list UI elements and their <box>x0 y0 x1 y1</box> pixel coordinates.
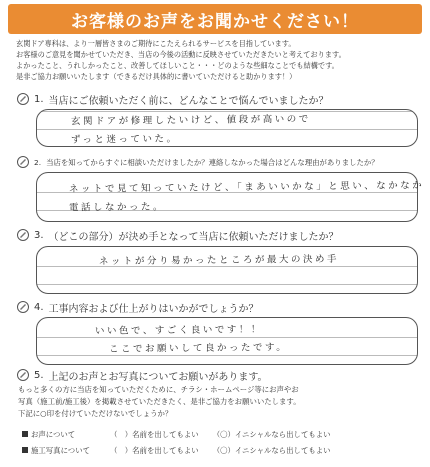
answer-box-2 <box>36 172 425 222</box>
handwritten-answer: 電話しなかった。 <box>68 201 166 214</box>
answer-box-3 <box>36 246 418 294</box>
handwritten-answer: 玄関ドアが修理したいけど、値段が高いので <box>70 113 311 128</box>
question-text: 上記のお声とお写真についてお願いがあります。 <box>48 371 268 383</box>
consent-option-name[interactable]: （ ）名前を出してもよい <box>110 429 199 439</box>
title-banner <box>8 4 422 34</box>
intro-line: よかったこと、うれしかったこと、改善してほしいこと・・・どのような些細なことでも結構です。 <box>16 61 339 70</box>
question-2-heading <box>16 155 379 169</box>
question-number: 5. <box>34 369 44 381</box>
question-text: 当店にご依頼いただく前に、どんなことで悩んでいましたか？ <box>48 95 329 107</box>
question-number: 3. <box>34 229 44 241</box>
handwritten-answer: ここでお願いして良かったです。 <box>108 342 289 355</box>
intro-line: お客様のご意見を聞かせていただき、当店の今後の活動に反映させていただきたいと考えております。 <box>16 50 346 59</box>
question-number: 4. <box>34 301 44 313</box>
pencil-hand-icon <box>16 228 30 242</box>
question-3-heading <box>16 228 339 242</box>
question-number: 1. <box>34 93 44 105</box>
pencil-hand-icon <box>16 155 30 169</box>
intro-line: 是非ご協力お願いいたします（できるだけ具体的に書いていただけると助かります！） <box>16 72 297 81</box>
handwritten-answer: ネットで見て知っていたけど、「まあいいかな」と思い、なかなか <box>68 180 425 195</box>
answer-box-4 <box>36 317 418 365</box>
consent-option-initials[interactable]: （〇）イニシャルなら出してもよい <box>212 445 331 455</box>
paragraph-line: 写真（施工前/施工後）を掲載させていただきたく、是非ご協力をお願いいたします。 <box>18 397 301 406</box>
consent-label: 施工写真について <box>22 445 110 456</box>
handwritten-answer: ネットが分り易かったところが最大の決め手 <box>98 253 340 268</box>
bullet-square-icon <box>22 431 28 437</box>
paragraph-line: もっと多くの方に当店を知っていただくために、チラシ・ホームページ等にお声やお <box>18 385 299 394</box>
question-4-heading <box>16 300 259 314</box>
consent-label: お声について <box>22 429 110 440</box>
pencil-hand-icon <box>16 368 30 382</box>
answer-box-1 <box>36 109 418 147</box>
intro-paragraph <box>16 38 420 82</box>
consent-option-name[interactable]: （ ）名前を出してもよい <box>110 445 199 455</box>
bullet-square-icon <box>22 447 28 453</box>
question-text: （どこの部分）が決め手となって当店に依頼いただけましたか？ <box>48 231 339 243</box>
question-text: 当店を知ってからすぐに相談いただけましたか？連絡しなかった場合はどんな理由がありましたか？ <box>46 157 379 167</box>
paragraph-line: 下記に○印を付けていただけないでしょうか？ <box>18 409 173 418</box>
question-text: 工事内容および仕上がりはいかがでしょうか？ <box>48 303 259 315</box>
pencil-hand-icon <box>16 300 30 314</box>
handwritten-answer: ずっと迷っていた。 <box>70 133 179 146</box>
question-1-heading <box>16 92 329 106</box>
consent-option-initials[interactable]: （〇）イニシャルなら出してもよい <box>212 429 331 439</box>
consent-row-photo <box>22 444 422 456</box>
intro-line: 玄関ドア専科は、より一層皆さまのご期待にこたえられるサービスを目指しています。 <box>16 39 296 48</box>
consent-row-voice <box>22 428 422 440</box>
banner-title: お客様のお声をお聞かせください！ <box>71 11 359 32</box>
question-5-heading <box>16 368 268 382</box>
question-number: 2. <box>34 157 42 167</box>
handwritten-answer: いい色で、すごく良いです！！ <box>94 324 263 337</box>
pencil-hand-icon <box>16 92 30 106</box>
photo-permission-paragraph <box>18 384 420 420</box>
